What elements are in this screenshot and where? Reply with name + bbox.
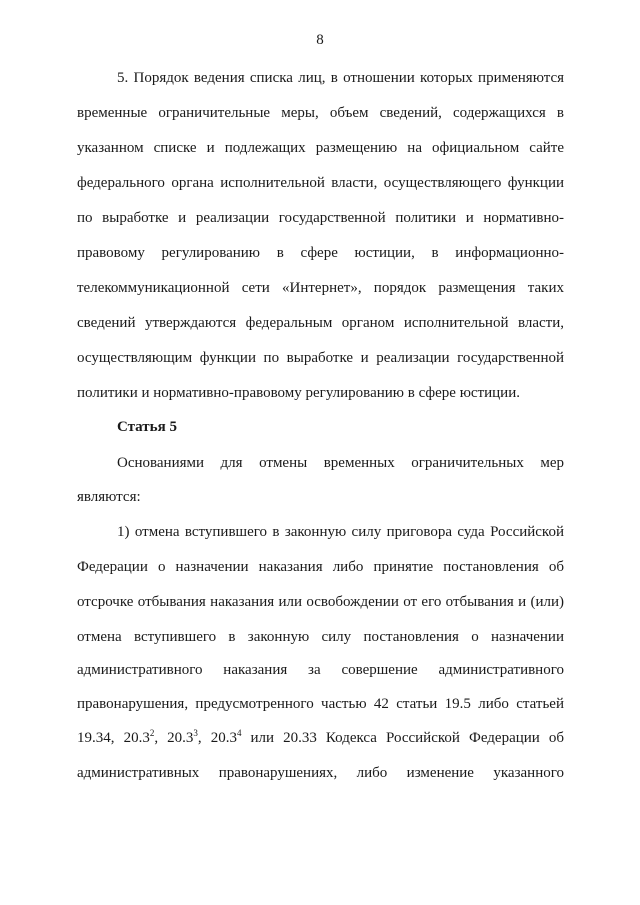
- paragraph-text: или 20.33 Кодекса Российской Федерации об: [250, 730, 565, 746]
- paragraph-line: правонарушения, предусмотренного частью 42 статьи 19.5 либо статьей: [77, 696, 564, 712]
- paragraph-line: политики и нормативно-правовому регулированию в сфере юстиции.: [77, 385, 520, 401]
- paragraph-line: сведений утверждаются федеральным органом исполнительной власти,: [77, 315, 564, 331]
- paragraph-line: 1) отмена вступившего в законную силу приговора суда Российской: [117, 524, 564, 540]
- article-ref: 20.3$^2$,: [123, 728, 159, 746]
- paragraph-line: правовому регулированию в сфере юстиции, в информационно-: [77, 245, 564, 261]
- paragraph-line: административного наказания за совершение административного: [77, 662, 564, 678]
- article-ref: 20.3$^3$,: [167, 728, 202, 746]
- paragraph-line: телекоммуникационной сети «Интернет», порядок размещения таких: [77, 280, 564, 296]
- article-heading: Статья 5: [117, 419, 177, 435]
- paragraph-line: 5. Порядок ведения списка лиц, в отношении которых применяются: [117, 70, 564, 86]
- paragraph-line: отмена вступившего в законную силу постановления о назначении: [77, 629, 564, 645]
- paragraph-line: являются:: [77, 489, 141, 505]
- paragraph-line: Федерации о назначении наказания либо принятие постановления об: [77, 559, 564, 575]
- paragraph-line: по выработке и реализации государственной политики и нормативно-: [77, 210, 564, 226]
- article-ref: 19.34,: [77, 730, 115, 746]
- paragraph-line: временные ограничительные меры, объем сведений, содержащихся в: [77, 105, 564, 121]
- paragraph-line: указанном списке и подлежащих размещению на официальном сайте: [77, 140, 564, 156]
- paragraph-line: федерального органа исполнительной власти, осуществляющего функции: [77, 175, 564, 191]
- paragraph-line-with-superscripts: [77, 728, 564, 748]
- paragraph-line: административных правонарушениях, либо изменение указанного: [77, 765, 564, 781]
- paragraph-line: осуществляющим функции по выработке и реализации государственной: [77, 350, 564, 366]
- page-number: 8: [316, 32, 324, 48]
- article-ref: 20.3$^4$: [210, 728, 242, 746]
- paragraph-line: Основаниями для отмены временных ограничительных мер: [117, 455, 564, 471]
- paragraph-line: отсрочке отбывания наказания или освобождении от его отбывания и (или): [77, 594, 564, 610]
